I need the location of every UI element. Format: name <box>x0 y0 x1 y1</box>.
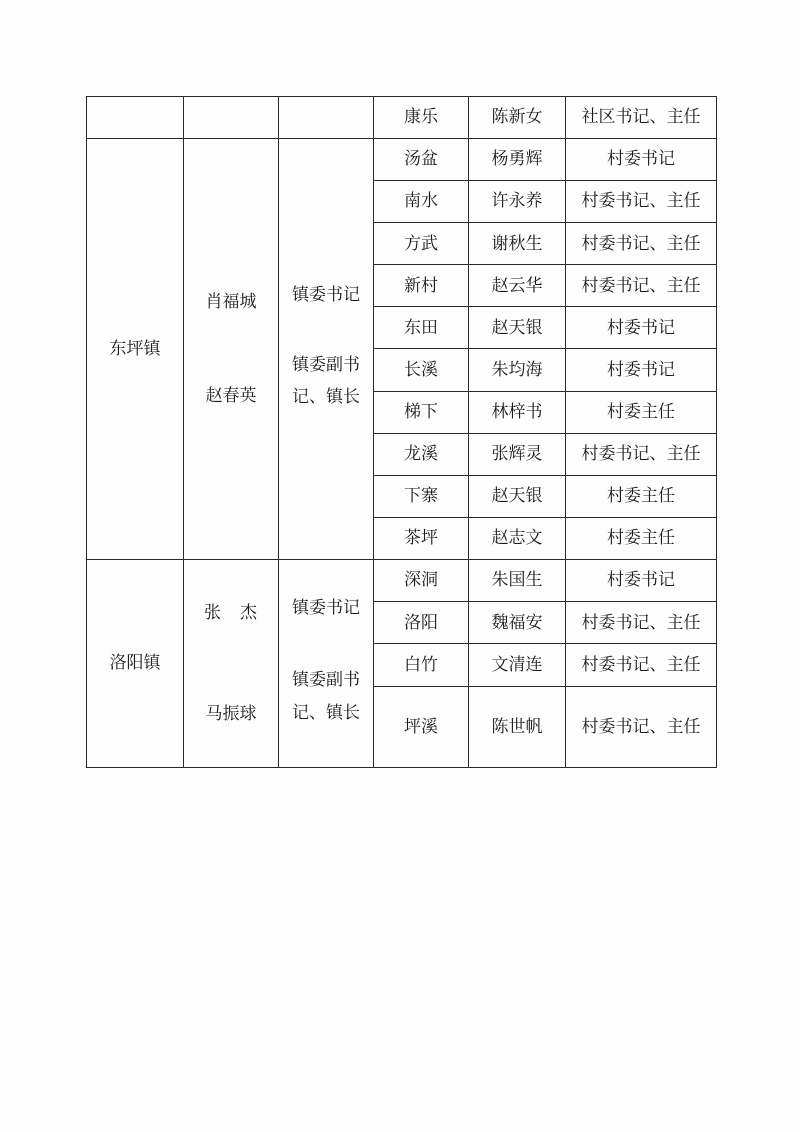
person-cell: 陈世帆 <box>469 686 566 767</box>
position-cell: 村委主任 <box>566 475 717 517</box>
leader-title: 镇委书记 <box>292 598 360 618</box>
village-cell: 长溪 <box>374 349 469 391</box>
town-cell-empty <box>87 97 184 139</box>
person-cell: 魏福安 <box>469 602 566 644</box>
village-cell: 白竹 <box>374 644 469 686</box>
leader-name: 肖福城 <box>205 291 257 312</box>
table-row <box>87 139 717 181</box>
village-cell: 深洞 <box>374 560 469 602</box>
leader-titles-cell <box>279 560 374 768</box>
leader-title-multiline <box>292 664 360 729</box>
person-cell: 谢秋生 <box>469 223 566 265</box>
position-cell: 村委书记 <box>566 349 717 391</box>
leader-title-line: 记、镇长 <box>292 387 360 408</box>
leader-names-cell <box>184 560 279 768</box>
leader-title-multiline <box>292 349 360 414</box>
position-cell: 村委书记 <box>566 139 717 181</box>
position-cell: 村委书记、主任 <box>566 433 717 475</box>
leader-title-line: 镇委副书 <box>292 354 360 375</box>
person-cell: 杨勇辉 <box>469 139 566 181</box>
person-cell: 赵天银 <box>469 307 566 349</box>
leader-title-cell-empty <box>279 97 374 139</box>
village-cell: 下寨 <box>374 475 469 517</box>
position-cell: 村委书记、主任 <box>566 686 717 767</box>
village-cell: 东田 <box>374 307 469 349</box>
position-cell: 村委主任 <box>566 391 717 433</box>
position-cell: 村委书记、主任 <box>566 181 717 223</box>
town-cell <box>87 139 184 560</box>
person-cell: 朱国生 <box>469 560 566 602</box>
town-name: 东坪镇 <box>109 338 161 359</box>
leader-name-cell-empty <box>184 97 279 139</box>
person-cell: 文清连 <box>469 644 566 686</box>
village-cell: 汤盆 <box>374 139 469 181</box>
position-cell: 村委书记、主任 <box>566 644 717 686</box>
leader-name: 赵春英 <box>205 386 257 406</box>
village-cell: 方武 <box>374 223 469 265</box>
town-cell <box>87 560 184 768</box>
roster-table <box>86 96 717 768</box>
person-cell: 朱均海 <box>469 349 566 391</box>
person-cell: 赵志文 <box>469 517 566 559</box>
person-cell: 林梓书 <box>469 391 566 433</box>
village-cell: 康乐 <box>374 97 469 139</box>
leader-names-cell <box>184 139 279 560</box>
leader-name: 马振球 <box>205 703 257 724</box>
leader-name: 张 杰 <box>204 603 258 624</box>
person-cell: 张辉灵 <box>469 433 566 475</box>
position-cell: 村委书记、主任 <box>566 265 717 307</box>
village-cell: 洛阳 <box>374 602 469 644</box>
village-cell: 茶坪 <box>374 517 469 559</box>
village-cell: 南水 <box>374 181 469 223</box>
leader-title-line: 记、镇长 <box>292 702 360 723</box>
position-cell: 村委书记、主任 <box>566 223 717 265</box>
leader-titles-cell <box>279 139 374 560</box>
position-cell: 村委书记 <box>566 307 717 349</box>
position-cell: 村委书记 <box>566 560 717 602</box>
person-cell: 许永养 <box>469 181 566 223</box>
position-cell: 社区书记、主任 <box>566 97 717 139</box>
village-cell: 龙溪 <box>374 433 469 475</box>
position-cell: 村委主任 <box>566 517 717 559</box>
leader-title-line: 镇委副书 <box>292 670 360 691</box>
person-cell: 陈新女 <box>469 97 566 139</box>
person-cell: 赵云华 <box>469 265 566 307</box>
village-cell: 坪溪 <box>374 686 469 767</box>
person-cell: 赵天银 <box>469 475 566 517</box>
town-name: 洛阳镇 <box>109 653 161 674</box>
table-row <box>87 97 717 139</box>
village-cell: 新村 <box>374 265 469 307</box>
table-row <box>87 560 717 602</box>
village-cell: 梯下 <box>374 391 469 433</box>
leader-title: 镇委书记 <box>292 284 360 305</box>
position-cell: 村委书记、主任 <box>566 602 717 644</box>
